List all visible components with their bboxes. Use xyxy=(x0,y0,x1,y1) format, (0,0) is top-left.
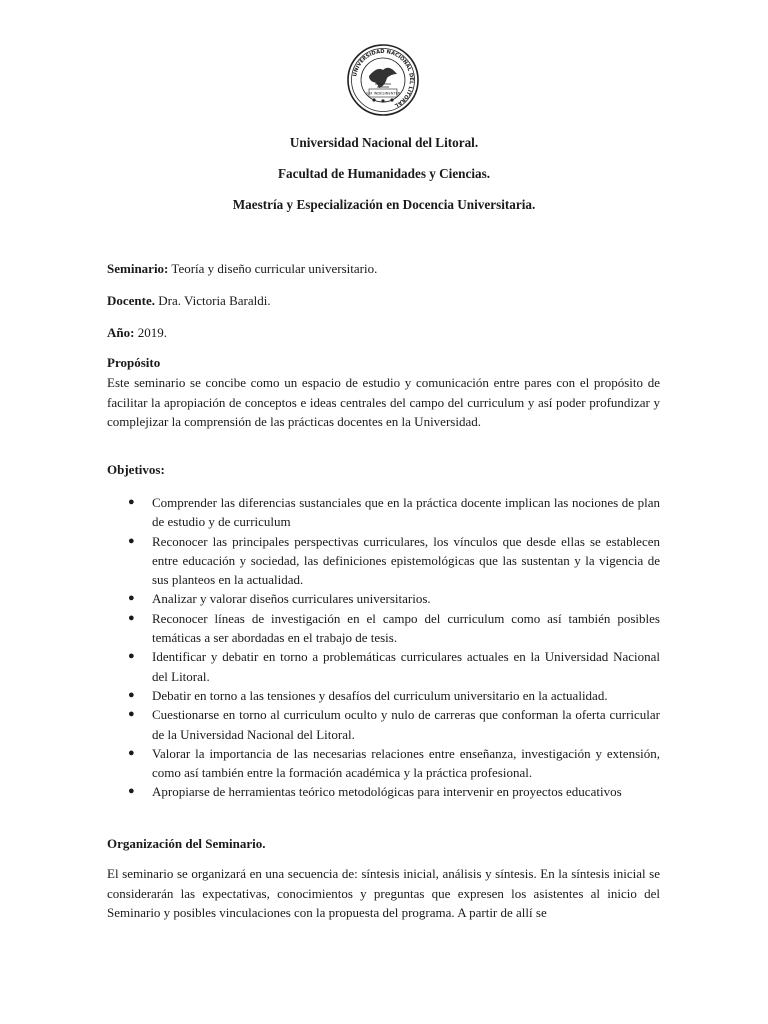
bullet-icon: ● xyxy=(128,688,135,701)
organization-heading: Organización del Seminario. xyxy=(107,836,266,851)
bullet-icon: ● xyxy=(128,496,135,508)
seminar-field xyxy=(107,261,377,277)
bullet-icon: ● xyxy=(128,746,135,759)
university-title: Universidad Nacional del Litoral. xyxy=(289,135,479,150)
year-value: 2019. xyxy=(137,325,167,340)
objectives-heading: Objetivos: xyxy=(107,462,165,477)
bullet-icon: ● xyxy=(128,592,135,605)
year-field xyxy=(107,325,167,341)
svg-text:UNIVERSIDAD NACIONAL DEL LITOR: UNIVERSIDAD NACIONAL DEL LITORAL xyxy=(352,48,415,109)
list-item-text: Cuestionarse en torno al curriculum oculto y nulo de carreras que conforman la oferta curricular de la Universidad Nacional del Litoral. xyxy=(152,707,660,742)
list-item-text: Reconocer las principales perspectivas curriculares, los vínculos que desde ellas se establecen entre educación y sociedad, las definiciones epistemológicas que las sustentan y la vigencia de sus planteos en la actualidad. xyxy=(152,533,660,588)
bullet-icon: ● xyxy=(128,534,135,547)
list-item xyxy=(107,609,660,648)
list-item-text: Comprender las diferencias sustanciales que en la práctica docente implican las nociones de plan de estudio y de curriculum xyxy=(152,495,660,530)
teacher-label: Docente. xyxy=(107,293,156,308)
objectives-list xyxy=(107,493,660,802)
list-item-text: Reconocer líneas de investigación en el campo del curriculum como así también posibles temáticas a ser abordadas en el trabajo de tesis. xyxy=(152,610,660,646)
seminar-value: Teoría y diseño curricular universitario. xyxy=(171,261,378,276)
program-title: Maestría y Especialización en Docencia Universitaria. xyxy=(232,197,536,212)
university-seal-logo xyxy=(347,44,419,116)
list-item xyxy=(107,705,660,744)
list-item-text: Debatir en torno a las tensiones y desafíos del curriculum universitario en la actualidad. xyxy=(152,687,608,703)
list-item xyxy=(107,589,660,608)
list-item xyxy=(107,744,660,783)
year-label: Año: xyxy=(107,325,135,340)
bullet-icon: ● xyxy=(128,650,135,663)
list-item xyxy=(107,686,660,705)
list-item xyxy=(107,647,660,686)
seminar-label: Seminario: xyxy=(107,261,169,276)
organization-paragraph: El seminario se organizará en una secuencia de: síntesis inicial, análisis y síntesis. En la síntesis inicial se considerarán las expectativas, conocimientos y preguntas que expresen los asistentes al inicio del Seminario y posibles vinculaciones con la propuesta del programa. A partir de allí se xyxy=(107,866,660,921)
list-item xyxy=(107,782,660,801)
list-item-text: Apropiarse de herramientas teórico metodológicas para intervenir en proyectos educativos xyxy=(152,784,622,800)
svg-text:LUX INDESINENTER: LUX INDESINENTER xyxy=(365,91,401,96)
bullet-icon: ● xyxy=(128,785,135,798)
bullet-icon: ● xyxy=(128,708,135,721)
teacher-field xyxy=(107,293,271,309)
list-item-text: Valorar la importancia de las necesarias relaciones entre enseñanza, investigación y extensión, como así también entre la formación académica y la práctica profesional. xyxy=(152,745,660,781)
list-item-text: Analizar y valorar diseños curriculares universitarios. xyxy=(152,591,431,607)
list-item-text: Identificar y debatir en torno a problemáticas curriculares actuales en la Universidad Nacional del Litoral. xyxy=(152,649,660,684)
bullet-icon: ● xyxy=(128,611,135,624)
list-item xyxy=(107,532,660,590)
teacher-value: Dra. Victoria Baraldi. xyxy=(158,293,271,308)
list-item xyxy=(107,493,660,532)
purpose-paragraph: Este seminario se concibe como un espacio de estudio y comunicación entre pares con el propósito de facilitar la apropiación de conceptos e ideas centrales del campo del curriculum y así poder profundizar y complejizar la comprensión de las prácticas docentes en la Universidad. xyxy=(107,375,660,429)
faculty-title: Facultad de Humanidades y Ciencias. xyxy=(277,166,491,181)
purpose-heading: Propósito xyxy=(107,355,161,370)
